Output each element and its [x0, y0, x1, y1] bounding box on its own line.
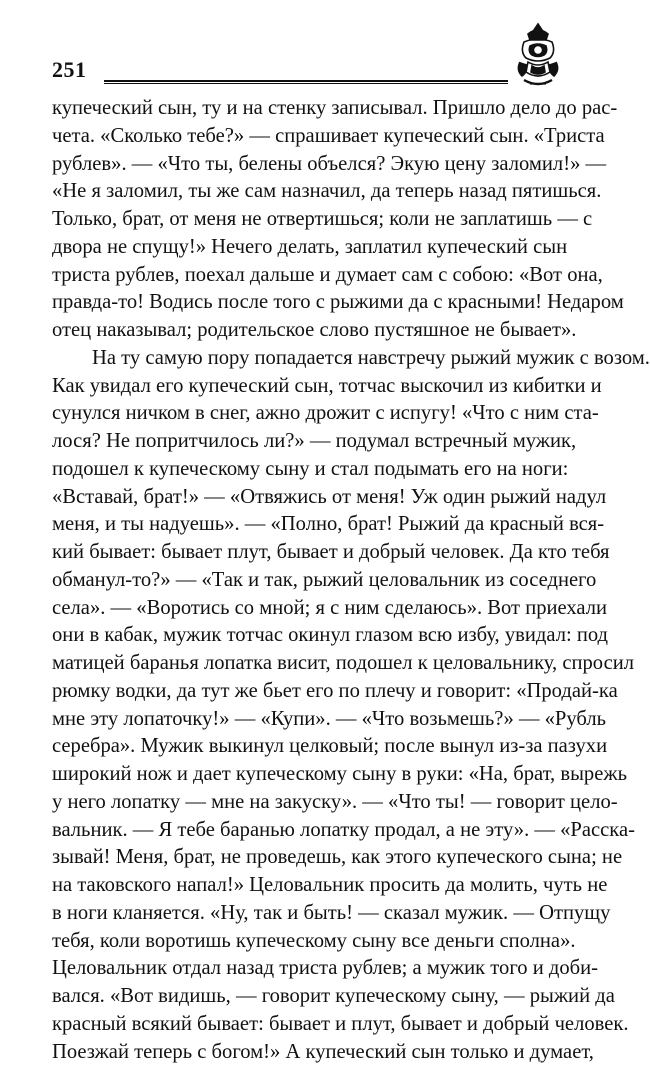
text-line: тебя, коли воротишь купеческому сыну все деньги сполна». [52, 928, 563, 956]
text-line: рюмку водки, да тут же бьет его по плечу и говорит: «Продай-ка [52, 678, 563, 706]
text-line: правда-то! Водись после того с рыжими да с красными! Недаром [52, 289, 563, 317]
text-line: вался. «Вот видишь, — говорит купеческому сыну, — рыжий да [52, 983, 563, 1011]
text-line: триста рублев, поехал дальше и думает сам с собою: «Вот она, [52, 262, 563, 290]
header-rule [104, 80, 508, 82]
text-line: в ноги кланяется. «Ну, так и быть! — сказал мужик. — Отпущу [52, 900, 563, 928]
text-line: чета. «Сколько тебе?» — спрашивает купеческий сын. «Триста [52, 123, 563, 151]
text-line: Только, брат, от меня не отвертишься; коли не заплатишь — с [52, 206, 563, 234]
text-line: «Не я заломил, ты же сам назначил, да теперь назад пятишься. [52, 178, 563, 206]
text-line: кий бывает: бывает плут, бывает и добрый человек. Да кто тебя [52, 539, 563, 567]
text-line: отец наказывал; родительское слово пустяшное не бывает». [52, 317, 563, 345]
text-line: купеческий сын, ту и на стенку записывал. Пришло дело до рас- [52, 95, 563, 123]
text-line: рублев». — «Что ты, белены объелся? Экую цену заломил!» — [52, 151, 563, 179]
text-line: Целовальник отдал назад триста рублев; а мужик того и доби- [52, 955, 563, 983]
heraldic-crest-icon [514, 22, 562, 90]
text-line: «Вставай, брат!» — «Отвяжись от меня! Уж один рыжий надул [52, 484, 563, 512]
page-header [52, 52, 562, 92]
text-line: меня, и ты надуешь». — «Полно, брат! Рыжий да красный вся- [52, 511, 563, 539]
text-line: сунулся ничком в снег, ажно дрожит с испугу! «Что с ним ста- [52, 400, 563, 428]
text-line: На ту самую пору попадается навстречу рыжий мужик с возом. [52, 345, 563, 373]
text-line: обманул-то?» — «Так и так, рыжий целовальник из соседнего [52, 567, 563, 595]
text-line: у него лопатку — мне на закуску». — «Что ты! — говорит цело- [52, 789, 563, 817]
text-line: Поезжай теперь с богом!» А купеческий сын только и думает, [52, 1039, 563, 1066]
text-line: вальник. — Я тебе баранью лопатку продал, а не эту». — «Расска- [52, 817, 563, 845]
text-line: двора не спущу!» Нечего делать, заплатил купеческий сын [52, 234, 563, 262]
text-line: широкий нож и дает купеческому сыну в руки: «На, брат, вырежь [52, 761, 563, 789]
text-line: на таковского напал!» Целовальник просить да молить, чуть не [52, 872, 563, 900]
text-line: серебра». Мужик выкинул целковый; после вынул из-за пазухи [52, 733, 563, 761]
text-line: подошел к купеческому сыну и стал подымать его на ноги: [52, 456, 563, 484]
page-number: 251 [52, 58, 87, 82]
text-line: мне эту лопаточку!» — «Купи». — «Что возьмешь?» — «Рубль [52, 706, 563, 734]
text-line: красный всякий бывает: бывает и плут, бывает и добрый человек. [52, 1011, 563, 1039]
text-line: села». — «Воротись со мной; я с ним сделаюсь». Вот приехали [52, 595, 563, 623]
text-line: матицей баранья лопатка висит, подошел к целовальнику, спросил [52, 650, 563, 678]
text-line: зывай! Меня, брат, не проведешь, как этого купеческого сына; не [52, 844, 563, 872]
text-line: лося? Не попритчилось ли?» — подумал встречный мужик, [52, 428, 563, 456]
text-line: они в кабак, мужик тотчас окинул глазом всю избу, увидал: под [52, 622, 563, 650]
body-text [52, 95, 563, 1066]
text-line: Как увидал его купеческий сын, тотчас выскочил из кибитки и [52, 373, 563, 401]
header-rule-thin [104, 83, 508, 84]
